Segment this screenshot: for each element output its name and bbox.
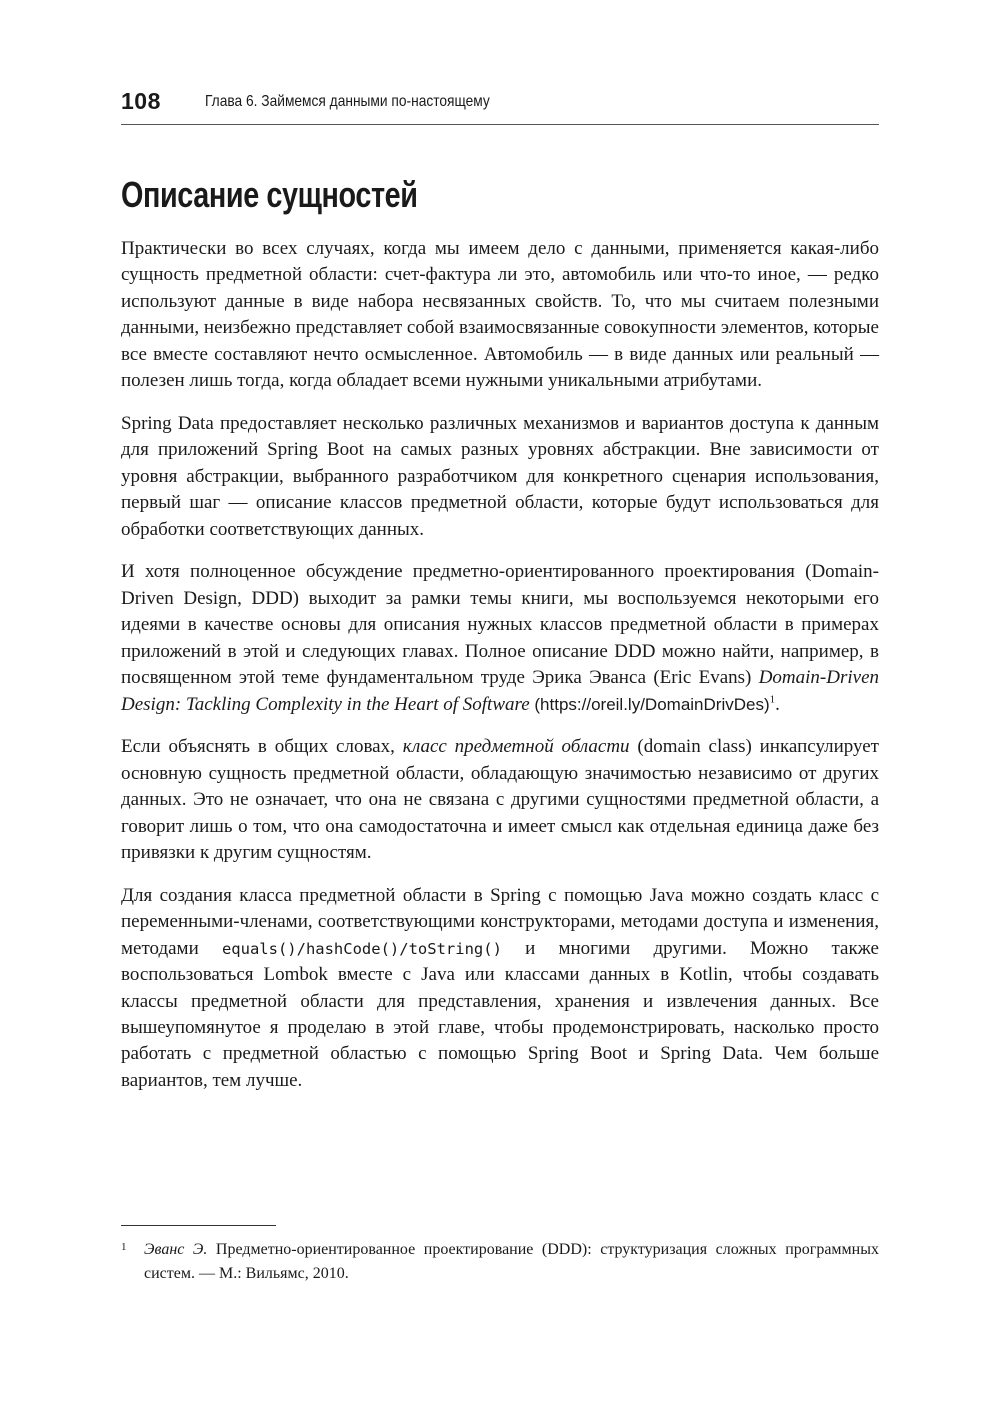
paragraph-3-end: .: [775, 693, 780, 715]
paragraph-3-text: И хотя полноценное обсуждение предметно-ориентированного проектирования (Domain-Driven Design, DDD) выходит за рамки темы книги, мы воспользуемся некоторыми его идеями в качестве основы для описания нужных классов предметной области в примерах приложений в этой и следующих главах. Полное описание DDD можно найти, например, в посвященном этой теме фундаментальном труде Эрика Эванса (Eric Evans): [121, 561, 879, 689]
footnote-divider: [121, 1225, 276, 1226]
footnote: [121, 1238, 879, 1286]
paragraph-5-text-a: Для создания класса предметной области в Spring с помощью Java можно создать класс с переменными-членами, соответствующими конструкторами, методами доступа и изменения, методами: [121, 884, 879, 959]
domain-class-term: класс предметной области: [402, 736, 630, 758]
book-url[interactable]: (https://oreil.ly/DomainDrivDes): [534, 694, 770, 714]
running-head: [121, 88, 879, 125]
footnote-body: Предметно-ориентированное проектирование (DDD): структуризация сложных программных систем. — М.: Вильямс, 2010.: [144, 1241, 879, 1282]
paragraph-4-text-a: Если объяснять в общих словах,: [121, 736, 403, 758]
footnote-text: [144, 1238, 879, 1286]
paragraph-2: Spring Data предоставляет несколько различных механизмов и вариантов доступа к данным для приложений Spring Boot на самых разных уровнях абстракции. Вне зависимости от уровня абстракции, выбранного разработчиком для конкретного сценария использования, первый шаг — описание классов предметной области, которые будут использоваться для обработки соответствующих данных.: [121, 412, 879, 540]
paragraph-5: [121, 883, 879, 1094]
footnote-author: Эванс Э.: [144, 1241, 208, 1258]
paragraph-4-text-b: (domain class) инкапсулирует основную сущность предметной области, обладающую значимостью независимо от других данных. Это не означает, что она не связана с другими сущностями предметной области, а говорит лишь о том, что она самодостаточна и имеет смысл как отдельная единица даже без привязки к другим сущностям.: [121, 736, 879, 864]
chapter-title: Глава 6. Займемся данными по-настоящему: [205, 93, 490, 110]
footnote-mark: 1: [121, 1241, 127, 1253]
book-title: Domain-Driven Design: Tackling Complexity in the Heart of Software: [121, 667, 879, 715]
paragraph-1: Практически во всех случаях, когда мы имеем дело с данными, применяется какая-либо сущность предметной области: счет-фактура ли это, автомобиль или что-то иное, — редко используют данные в виде набора несвязанных свойств. То, что мы считаем полезными данными, неизбежно представляет собой взаимосвязанные совокупности элементов, которые все вместе составляют нечто осмысленное. Автомобиль — в виде данных или реальный — полезен лишь тогда, когда обладает всеми нужными уникальными атрибутами.: [121, 238, 879, 392]
footnote-reference[interactable]: 1: [769, 693, 776, 706]
paragraph-4: [121, 734, 879, 866]
page-number: 108: [121, 88, 161, 114]
code-methods: equals()/hashCode()/toString(): [221, 939, 502, 958]
section-title: Описание сущностей: [121, 174, 418, 215]
body-text: [121, 236, 879, 1111]
paragraph-5-text-b: и многими другими. Можно также воспользоваться Lombok вместе с Java или классами данных в Kotlin, чтобы создавать классы предметной области для представления, хранения и извлечения данных. Все вышеупомянутое я проделаю в этой главе, чтобы продемонстрировать, насколько просто работать с предметной областью с помощью Spring Boot и Spring Data. Чем больше вариантов, тем лучше.: [121, 937, 879, 1091]
paragraph-3: [121, 559, 879, 717]
